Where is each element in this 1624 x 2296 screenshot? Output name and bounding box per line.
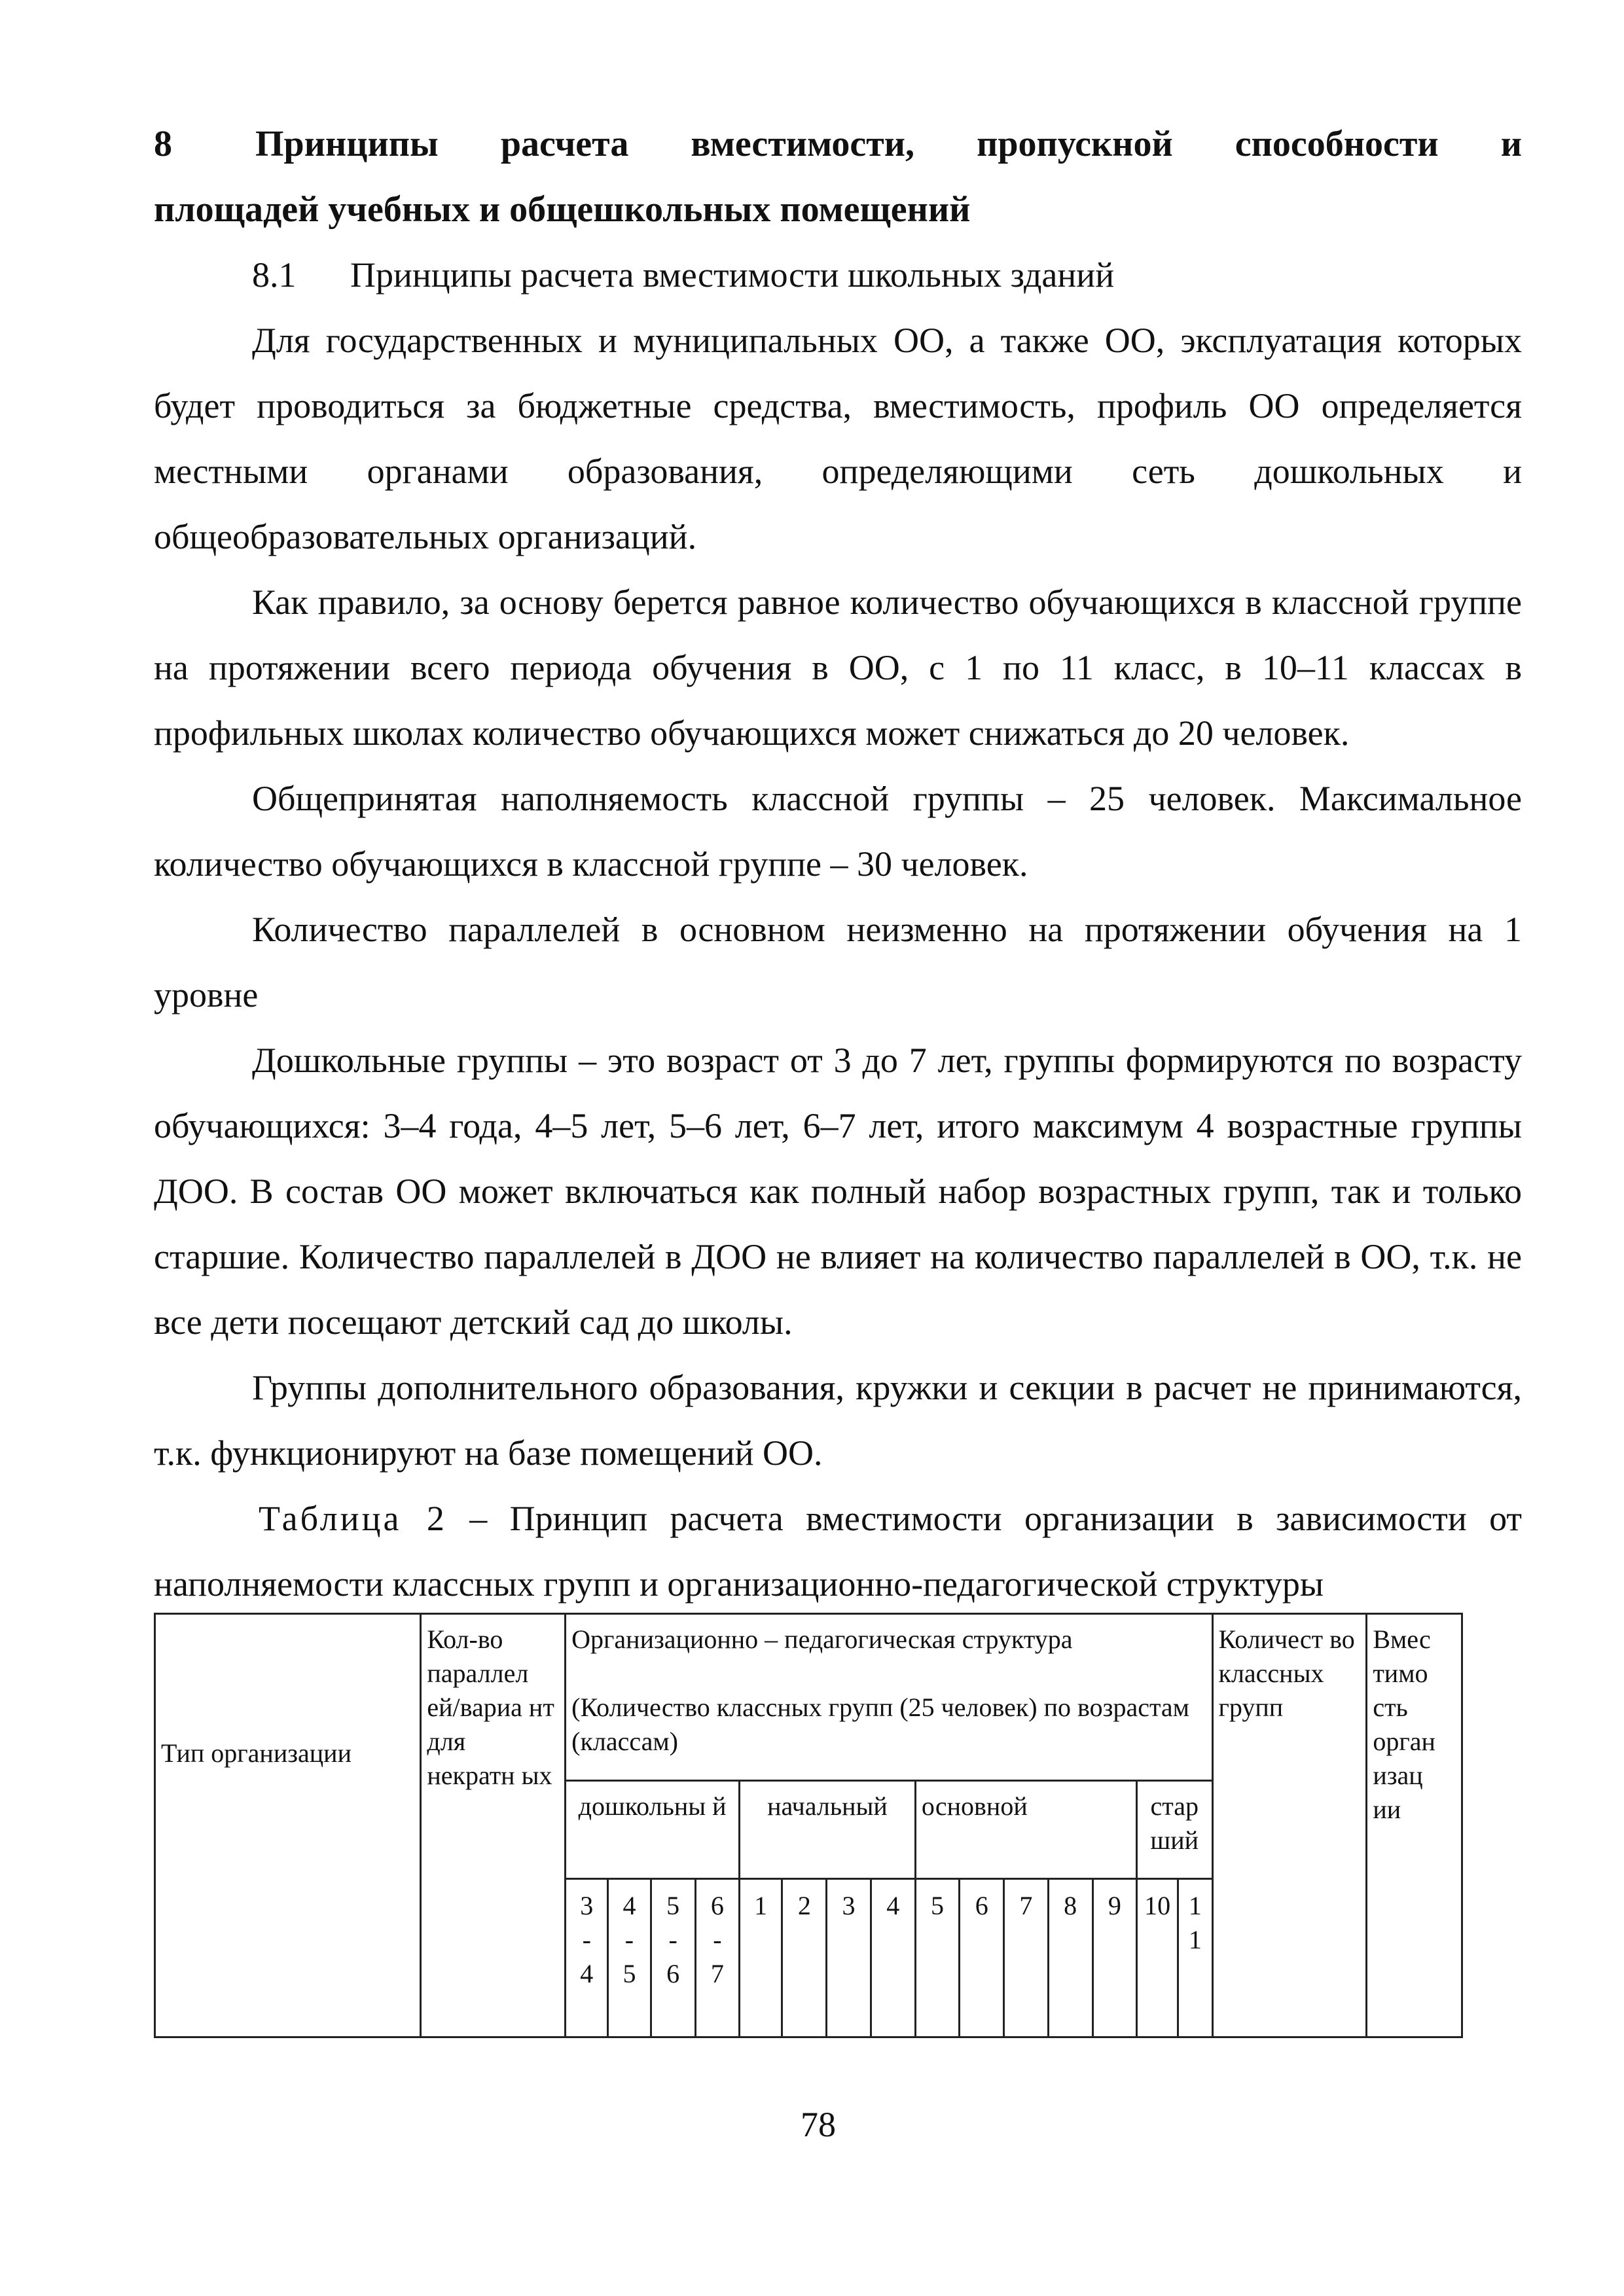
grade-cell: 6 (960, 1879, 1004, 2037)
section-heading-word: расчета (500, 124, 629, 164)
header-capacity: Вмес тимо сть орган изац ии (1367, 1614, 1462, 2037)
header-parallels: Кол-во параллел ей/вариа нт для некратн ых (421, 1614, 566, 2037)
grade-cell: 1 1 (1178, 1879, 1212, 2037)
section-heading-word: 8 Принципы (154, 111, 439, 177)
header-structure (566, 1614, 1212, 1781)
table-caption (154, 1486, 1522, 1617)
grade-cell: 8 (1048, 1879, 1092, 2037)
grade-cell: 10 (1136, 1879, 1178, 2037)
grade-cell: 7 (1004, 1879, 1048, 2037)
grade-cell: 4 (871, 1879, 915, 2037)
subsection-title: Принципы расчета вместимости школьных зданий (350, 255, 1115, 295)
header-structure-title: Организационно – педагогическая структура (571, 1624, 1073, 1654)
table-caption-text: – Принцип расчета вместимости организации в зависимости от наполняемости классных групп и организационно-педагогической структуры (154, 1499, 1522, 1604)
preschool-group-cell: 6 - 7 (695, 1879, 739, 2037)
paragraph: Общепринятая наполняемость классной группы – 25 человек. Максимальное количество обучающихся в классной группе – 30 человек. (154, 779, 1522, 884)
grade-cell: 1 (740, 1879, 782, 2037)
paragraph: Количество параллелей в основном неизменно на протяжении обучения на 1 уровне (154, 910, 1522, 1014)
grade-cell: 2 (782, 1879, 827, 2037)
subsection-heading (252, 242, 1114, 308)
level-senior: стар ший (1136, 1781, 1212, 1879)
grade-cell: 9 (1092, 1879, 1136, 2037)
grade-cell: 3 (827, 1879, 871, 2037)
paragraph: Как правило, за основу берется равное количество обучающихся в классной группе на протяжении всего периода обучения в ОО, с 1 по 11 класс, в 10–11 классах в профильных школах количество обучающихся может снижаться до 20 человек. (154, 583, 1522, 753)
body-text (154, 308, 1522, 1617)
table-caption-label: Таблица 2 (259, 1499, 447, 1538)
section-heading-word: вместимости, (691, 124, 915, 164)
page-number: 78 (801, 2105, 836, 2144)
header-organization-type: Тип организации (155, 1614, 421, 2037)
level-preschool: дошкольны й (566, 1781, 740, 1879)
header-class-groups: Количест во классных групп (1212, 1614, 1367, 2037)
preschool-group-cell: 5 - 6 (651, 1879, 695, 2037)
paragraph: Дошкольные группы – это возраст от 3 до 7 лет, группы формируются по возрасту обучающихся: 3–4 года, 4–5 лет, 5–6 лет, 6–7 лет, итого максимум 4 возрастные группы ДОО. В состав ОО может включаться как полный набор возрастных групп, так и только старшие. Количество параллелей в ДОО не влияет на количество параллелей в ОО, т.к. не все дети посещают детский сад до школы. (154, 1041, 1522, 1342)
header-structure-subtitle: (Количество классных групп (25 человек) по возрастам (классам) (571, 1693, 1189, 1756)
section-heading-line-1 (154, 111, 1522, 177)
section-heading-word: пропускной (977, 124, 1173, 164)
capacity-table (154, 1613, 1463, 2038)
level-primary: начальный (740, 1781, 916, 1879)
section-number: 8 (154, 124, 172, 164)
section-heading (154, 111, 1522, 242)
section-heading-line-2: площадей учебных и общешкольных помещений (154, 189, 971, 230)
level-basic: основной (915, 1781, 1136, 1879)
subsection-number: 8.1 (252, 255, 297, 295)
paragraph: Группы дополнительного образования, кружки и секции в расчет не принимаются, т.к. функционируют на базе помещений ОО. (154, 1368, 1522, 1473)
preschool-group-cell: 3 - 4 (566, 1879, 608, 2037)
section-heading-word: и (1500, 124, 1522, 164)
section-heading-word: способности (1235, 124, 1439, 164)
paragraph: Для государственных и муниципальных ОО, а также ОО, эксплуатация которых будет проводиться за бюджетные средства, вместимость, профиль ОО определяется местными органами образования, определяющими сеть дошкольных и общеобразовательных организаций. (154, 321, 1522, 556)
grade-cell: 5 (915, 1879, 959, 2037)
preschool-group-cell: 4 - 5 (608, 1879, 651, 2037)
